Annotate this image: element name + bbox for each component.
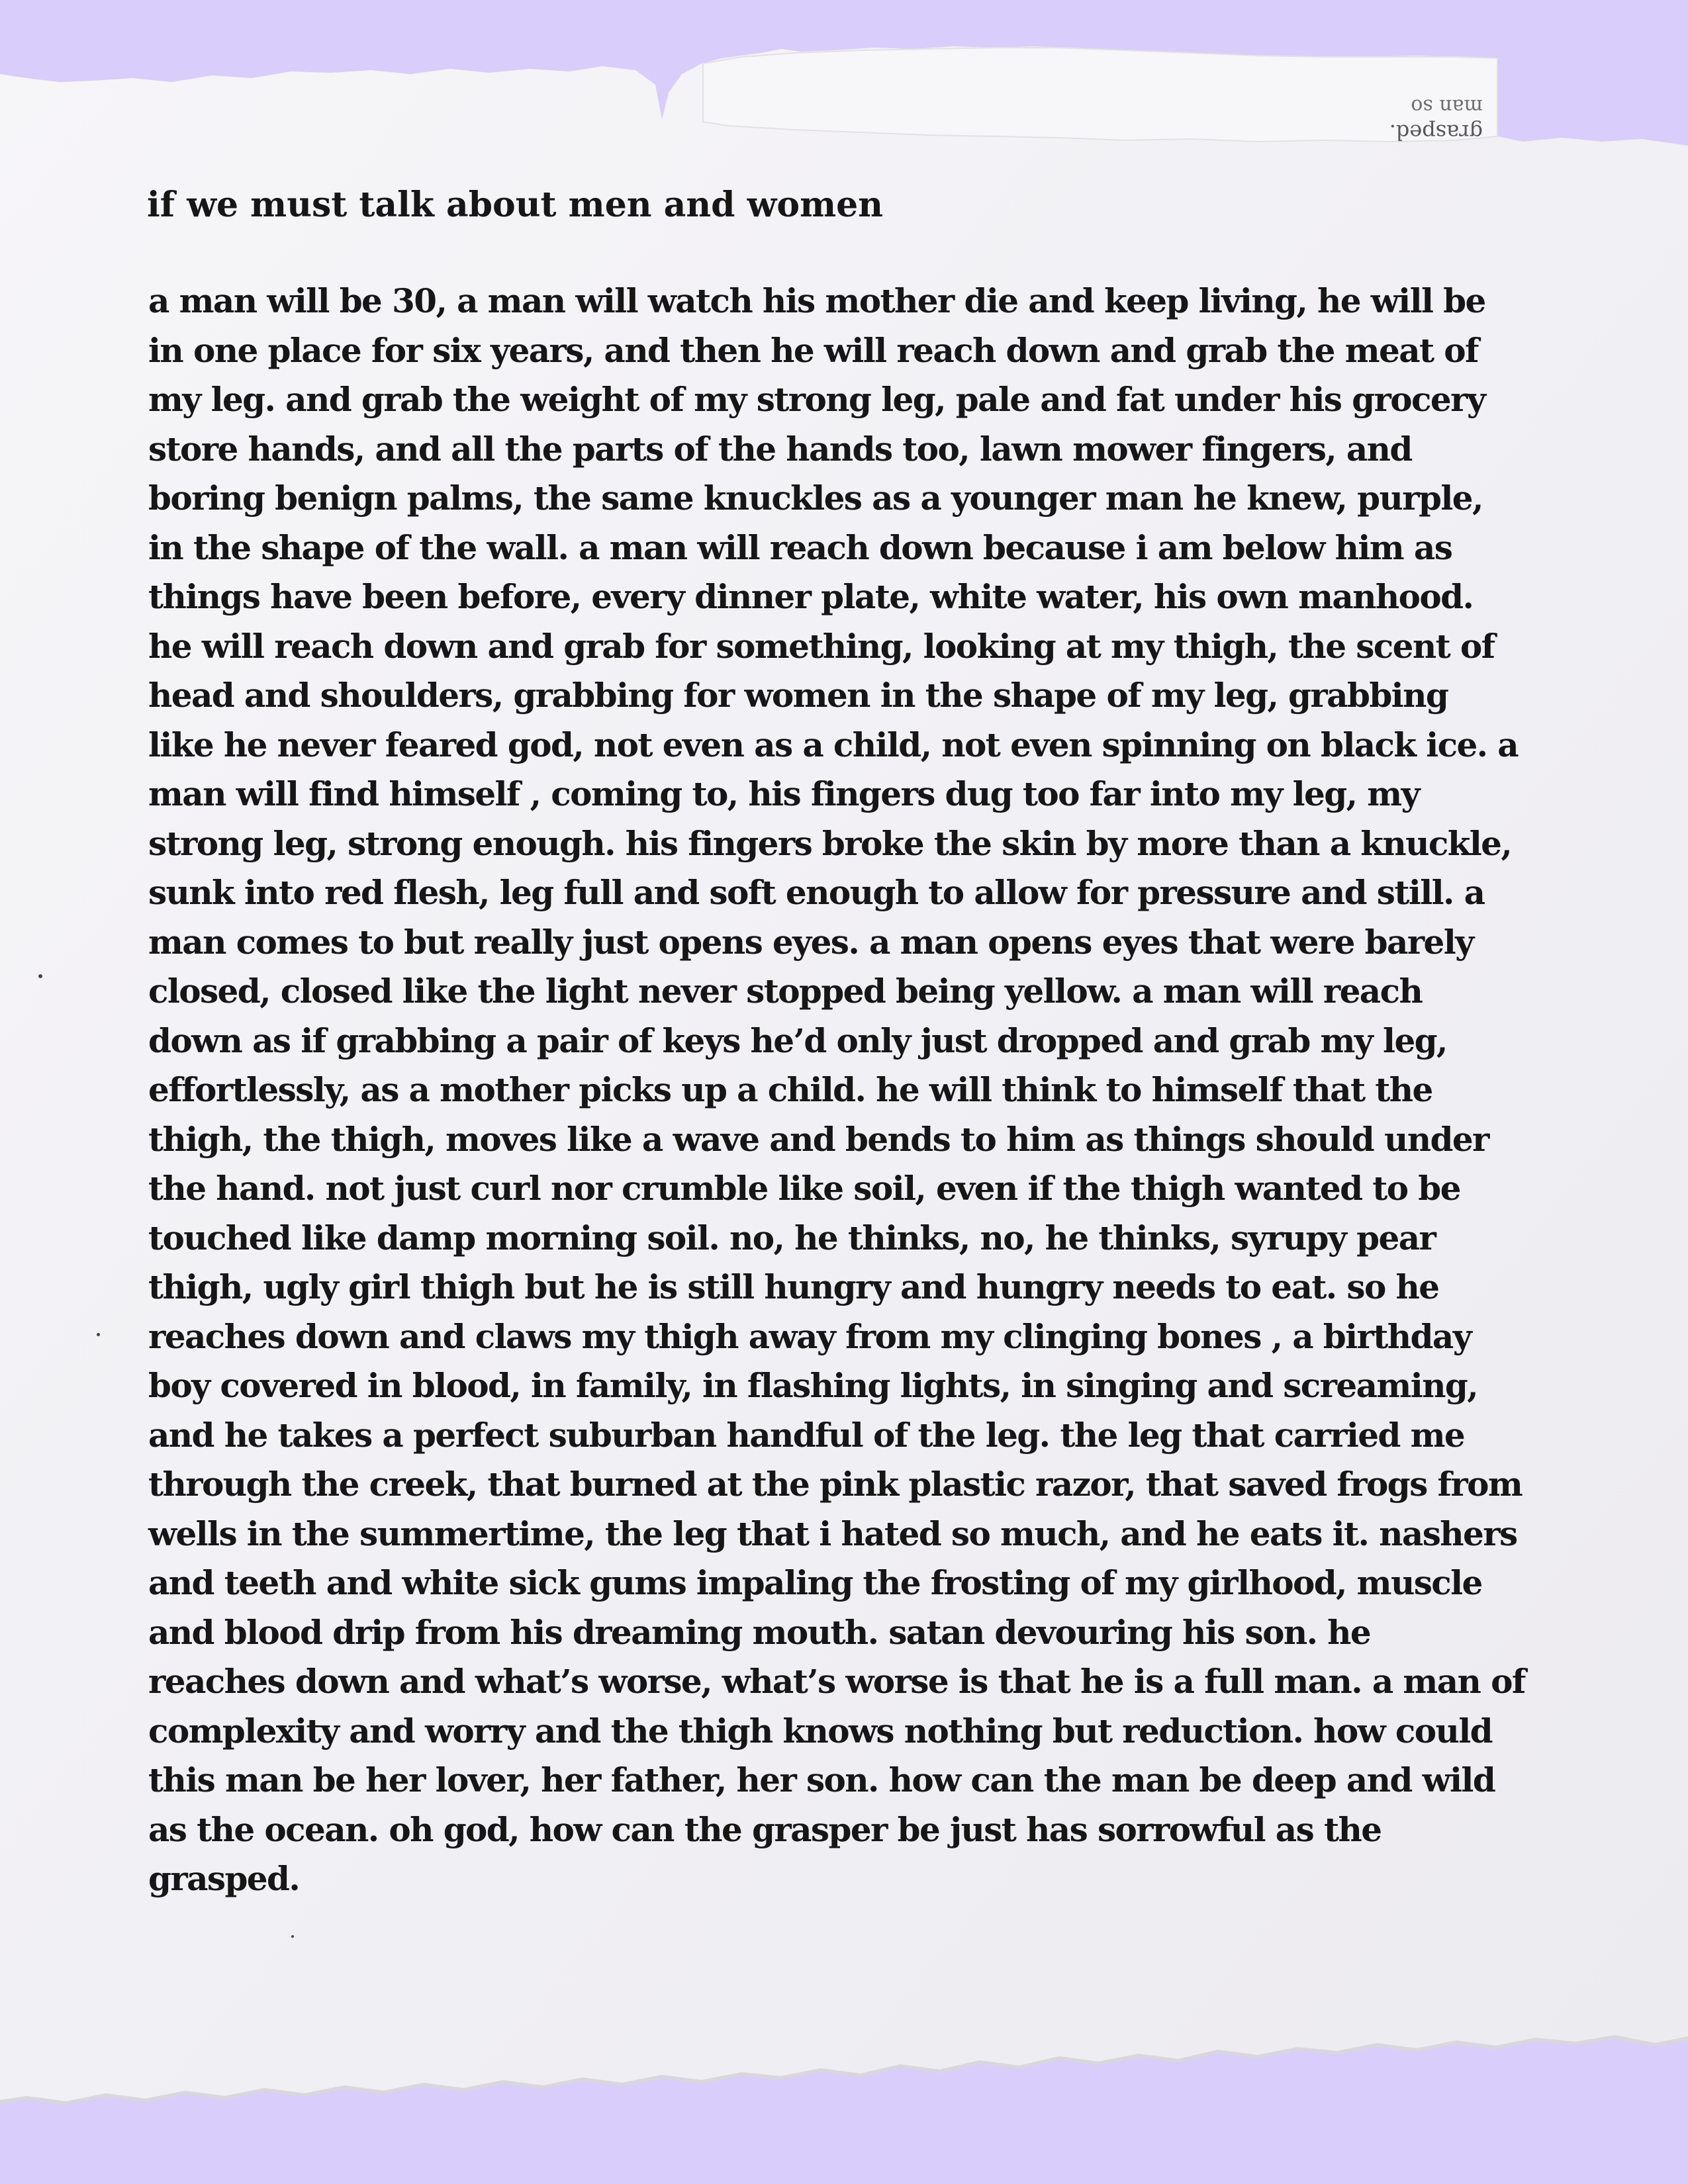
poem-line: this man be her lover, her father, her son. how can the man be deep and wild <box>148 1760 1495 1799</box>
paper-speck <box>291 1935 294 1938</box>
poem-line: he will reach down and grab for something, looking at my thigh, the scent of <box>148 626 1495 666</box>
bleed-through-line: grasped. <box>1389 120 1483 145</box>
poem-line: strong leg, strong enough. his fingers broke the skin by more than a knuckle, <box>148 823 1512 863</box>
poem-line: through the creek, that burned at the pink plastic razor, that saved frogs from <box>148 1465 1523 1504</box>
poem-line: closed, closed like the light never stopped being yellow. a man will reach <box>148 972 1423 1011</box>
poem-line: grasped. <box>148 1859 300 1898</box>
poem-line: thigh, ugly girl thigh but he is still hungry and hungry needs to eat. so he <box>148 1267 1439 1306</box>
poem-line: and he takes a perfect suburban handful of the leg. the leg that carried me <box>148 1415 1465 1455</box>
paper-speck <box>97 1333 100 1336</box>
poem-line: reaches down and what’s worse, what’s worse is that he is a full man. a man of <box>148 1662 1525 1701</box>
paper-speck <box>38 974 42 978</box>
poem-line: effortlessly, as a mother picks up a child. he will think to himself that the <box>148 1070 1432 1109</box>
poem-line: thigh, the thigh, moves like a wave and bends to him as things should under <box>148 1119 1489 1159</box>
poem-line: complexity and worry and the thigh knows nothing but reduction. how could <box>148 1711 1493 1751</box>
poem-line: touched like damp morning soil. no, he thinks, no, he thinks, syrupy pear <box>148 1218 1436 1257</box>
poem-line: down as if grabbing a pair of keys he’d only just dropped and grab my leg, <box>148 1021 1447 1060</box>
poem-line: in the shape of the wall. a man will reach down because i am below him as <box>148 527 1452 567</box>
poem-line: like he never feared god, not even as a child, not even spinning on black ice. a <box>148 725 1519 764</box>
bleed-through-text <box>1350 93 1483 146</box>
poem-line: in one place for six years, and then he will reach down and grab the meat of <box>148 330 1478 370</box>
poem-line: head and shoulders, grabbing for women in the shape of my leg, grabbing <box>148 676 1448 715</box>
poem-line: boring benign palms, the same knuckles as a younger man he knew, purple, <box>148 478 1483 518</box>
poem-line: my leg. and grab the weight of my strong leg, pale and fat under his grocery <box>148 380 1485 419</box>
poem-line: and teeth and white sick gums impaling the frosting of my girlhood, muscle <box>148 1563 1482 1602</box>
poem-line: man comes to but really just opens eyes. a man opens eyes that were barely <box>148 922 1474 962</box>
poem-line: man will find himself , coming to, his fingers dug too far into my leg, my <box>148 774 1420 813</box>
bleed-through-line: man so <box>1411 95 1483 118</box>
poem-body <box>148 277 1525 1904</box>
poem-line: a man will be 30, a man will watch his mother die and keep living, he will be <box>148 281 1485 320</box>
poem-line: store hands, and all the parts of the hands too, lawn mower fingers, and <box>148 429 1412 469</box>
poem-line: the hand. not just curl nor crumble like soil, even if the thigh wanted to be <box>148 1169 1460 1208</box>
poem-line: wells in the summertime, the leg that i hated so much, and he eats it. nashers <box>148 1514 1517 1553</box>
poem-line: boy covered in blood, in family, in flashing lights, in singing and screaming, <box>148 1366 1478 1405</box>
poem-line: reaches down and claws my thigh away from my clinging bones , a birthday <box>148 1316 1472 1356</box>
poem-line: and blood drip from his dreaming mouth. satan devouring his son. he <box>148 1612 1371 1652</box>
poem-line: things have been before, every dinner plate, white water, his own manhood. <box>148 577 1474 616</box>
poem-line: sunk into red flesh, leg full and soft enough to allow for pressure and still. a <box>148 873 1485 912</box>
poem-line: as the ocean. oh god, how can the grasper be just has sorrowful as the <box>148 1809 1382 1849</box>
poem-title: if we must talk about men and women <box>147 185 884 225</box>
